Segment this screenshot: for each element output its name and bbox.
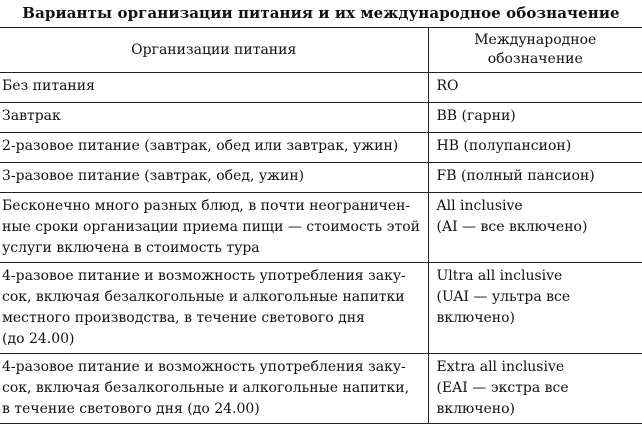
designation-cell: [428, 103, 642, 133]
table-row: [0, 354, 642, 424]
table-title: Варианты организации питания и их международное обозначение: [22, 4, 620, 22]
designation-line: включено): [436, 401, 515, 417]
designation-line: (EAI — экстра все: [436, 380, 569, 396]
organization-line: сок, включая безалкогольные и алкогольные напитки: [2, 289, 405, 305]
header-designation-line2: обозначение: [487, 51, 583, 67]
designation-cell: [428, 354, 642, 424]
designation-line: включено): [436, 310, 515, 326]
organization-text: Завтрак: [2, 108, 61, 124]
organization-line: местного производства, в течение светового дня: [2, 310, 365, 326]
designation-text: HB (полупансион): [436, 138, 572, 154]
designation-text: FB (полный пансион): [436, 168, 595, 184]
meal-plans-table: [0, 27, 642, 424]
designation-line: (UAI — ультра все: [436, 289, 571, 305]
organization-line: (до 24.00): [2, 331, 75, 347]
organization-line: 4-разовое питание и возможность употребления заку-: [2, 359, 406, 375]
organization-cell: [0, 103, 428, 133]
table-row: [0, 103, 642, 133]
table-body: [0, 73, 642, 424]
header-row: [0, 28, 642, 73]
organization-text: 3-разовое питание (завтрак, обед, ужин): [2, 168, 305, 184]
table-row: [0, 263, 642, 354]
organization-cell: [0, 263, 428, 354]
organization-line: 4-разовое питание и возможность употребления заку-: [2, 268, 406, 284]
organization-line: Бесконечно много разных блюд, в почти неограничен-: [2, 198, 411, 214]
header-designation-line1: Международное: [474, 32, 597, 48]
organization-text: 2-разовое питание (завтрак, обед или завтрак, ужин): [2, 138, 399, 154]
header-designation: [428, 28, 642, 73]
designation-text: BB (гарни): [436, 108, 516, 124]
organization-cell: [0, 163, 428, 193]
header-organization-label: Организации питания: [131, 41, 297, 58]
organization-cell: [0, 354, 428, 424]
header-organization: [0, 28, 428, 73]
organization-line: сок, включая безалкогольные и алкогольные напитки,: [2, 380, 410, 396]
organization-cell: [0, 133, 428, 163]
organization-line: услуги включена в стоимость тура: [2, 240, 260, 256]
organization-line: в течение светового дня (до 24.00): [2, 401, 260, 417]
designation-line: Ultra all inclusive: [436, 268, 563, 284]
organization-text: Без питания: [2, 78, 95, 94]
organization-cell: [0, 73, 428, 103]
designation-cell: [428, 163, 642, 193]
table-row: [0, 133, 642, 163]
table-row: [0, 193, 642, 263]
table-row: [0, 73, 642, 103]
designation-line: (AI — все включено): [436, 219, 588, 235]
designation-line: Extra all inclusive: [436, 359, 565, 375]
designation-cell: [428, 263, 642, 354]
organization-line: ные сроки организации приема пищи — стоимость этой: [2, 219, 420, 235]
designation-line: All inclusive: [436, 198, 523, 214]
designation-cell: [428, 73, 642, 103]
designation-text: RO: [436, 78, 459, 94]
organization-cell: [0, 193, 428, 263]
table-header: [0, 28, 642, 73]
table-row: [0, 163, 642, 193]
designation-cell: [428, 193, 642, 263]
designation-cell: [428, 133, 642, 163]
